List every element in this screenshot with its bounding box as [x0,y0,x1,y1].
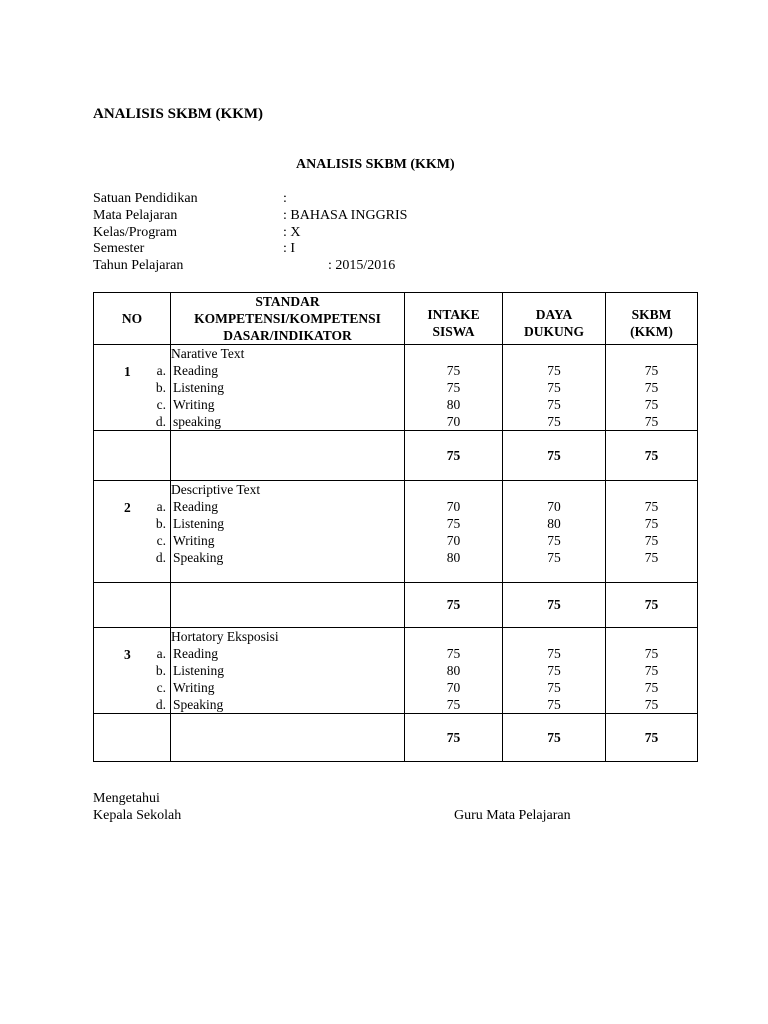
indicator-label: Reading [173,646,218,661]
section-number-cell [94,345,171,431]
indicator-letters: a. b. c. d. [155,499,166,565]
info-value-tahun: : 2015/2016 [328,258,396,273]
section-number-cell [94,628,171,714]
section-number: 1 [124,364,131,379]
section-number-cell [94,481,171,583]
table-row [94,345,698,431]
info-label-satuan: Satuan Pendidikan [93,191,198,206]
form-title: ANALISIS SKBM (KKM) [296,157,455,172]
daya-values: 70 80 75 75 [503,481,606,583]
document-title: ANALISIS SKBM (KKM) [93,106,264,122]
table-header-row [94,293,698,345]
indicator-label: Speaking [173,697,224,712]
total-skbm: 75 [606,431,698,481]
section-title: Narative Text [171,346,245,361]
skbm-values: 75 75 75 75 [606,345,698,431]
info-label-mapel: Mata Pelajaran [93,208,178,223]
daya-values: 75 75 75 75 [503,628,606,714]
info-label-tahun: Tahun Pelajaran [93,258,184,273]
indicator-cell [171,345,405,431]
section-number: 2 [124,500,131,515]
info-value-satuan: : [283,191,287,206]
info-value-mapel: : BAHASA INGGRIS [283,208,408,223]
indicator-label: Listening [173,516,224,531]
indicator-label: Speaking [173,550,224,565]
empty-cell [171,714,405,762]
kkm-table [93,292,698,762]
total-intake: 75 [405,714,503,762]
skbm-values: 75 75 75 75 [606,628,698,714]
mengetahui-label: Mengetahui [93,791,160,806]
empty-cell [94,583,171,628]
table-row-total [94,583,698,628]
indicator-label: Listening [173,663,224,678]
empty-cell [171,583,405,628]
empty-cell [94,714,171,762]
skbm-values: 75 75 75 75 [606,481,698,583]
table-row [94,481,698,583]
indicator-label: speaking [173,414,221,429]
header-intake: INTAKE SISWA [405,293,503,345]
indicator-cell [171,481,405,583]
empty-cell [94,431,171,481]
info-value-kelas: : X [283,225,301,240]
total-skbm: 75 [606,583,698,628]
empty-cell [171,431,405,481]
header-daya: DAYA DUKUNG [503,293,606,345]
table-row-total [94,431,698,481]
intake-values: 75 80 70 75 [405,628,503,714]
section-title: Hortatory Eksposisi [171,629,279,644]
guru-mapel-label: Guru Mata Pelajaran [454,808,571,823]
indicator-letters: a. b. c. d. [155,646,166,712]
intake-values: 70 75 70 80 [405,481,503,583]
indicator-letters: a. b. c. d. [155,363,166,429]
header-no: NO [94,293,171,345]
total-daya: 75 [503,714,606,762]
indicator-label: Reading [173,499,218,514]
table-row [94,628,698,714]
total-daya: 75 [503,583,606,628]
section-title: Descriptive Text [171,482,261,497]
info-label-semester: Semester [93,241,145,256]
kepala-sekolah-label: Kepala Sekolah [93,808,182,823]
total-daya: 75 [503,431,606,481]
total-intake: 75 [405,431,503,481]
daya-values: 75 75 75 75 [503,345,606,431]
indicator-label: Writing [173,680,215,695]
section-number: 3 [124,647,131,662]
header-skbm: SKBM (KKM) [606,293,698,345]
info-value-semester: : I [283,241,296,256]
info-label-kelas: Kelas/Program [93,225,177,240]
total-skbm: 75 [606,714,698,762]
intake-values: 75 75 80 70 [405,345,503,431]
indicator-cell [171,628,405,714]
header-standar: STANDAR KOMPETENSI/KOMPETENSI DASAR/INDIKATOR [171,293,405,345]
table-row-total [94,714,698,762]
indicator-label: Writing [173,533,215,548]
total-intake: 75 [405,583,503,628]
indicator-label: Writing [173,397,215,412]
indicator-label: Listening [173,380,224,395]
indicator-label: Reading [173,363,218,378]
